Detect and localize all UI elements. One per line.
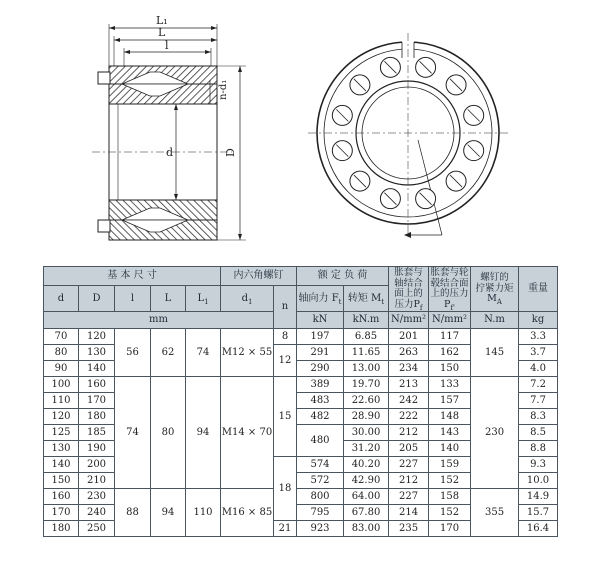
cell-n: 15 — [274, 377, 297, 457]
cell-L1: 94 — [186, 377, 221, 489]
table-row — [44, 489, 558, 505]
cell-Pf: 213 — [389, 377, 429, 393]
header-n: n — [274, 286, 297, 329]
cell-Mt: 42.90 — [344, 473, 389, 489]
cell-weight: 8.8 — [519, 441, 558, 457]
cell-d1: M12 × 55 — [221, 329, 274, 377]
unit-nmm2-a: N/mm² — [389, 312, 429, 329]
cell-Mt: 11.65 — [344, 345, 389, 361]
cell-Ft: 291 — [297, 345, 344, 361]
label-nd1: n-d₁ — [218, 79, 229, 100]
cell-Mt: 13.00 — [344, 361, 389, 377]
cell-Ft: 482 — [297, 409, 344, 425]
cell-d: 180 — [44, 521, 79, 537]
header-torque: 转矩 $M_t$ — [344, 286, 389, 312]
cell-D: 185 — [79, 425, 115, 441]
header-L1: $L_1$ — [186, 286, 221, 312]
cell-D: 240 — [79, 505, 115, 521]
cell-D: 120 — [79, 329, 115, 345]
technical-drawing — [0, 0, 600, 262]
cell-weight: 8.3 — [519, 409, 558, 425]
cell-d1: M14 × 70 — [221, 377, 274, 489]
unit-kN: kN — [297, 312, 344, 329]
cell-d: 80 — [44, 345, 79, 361]
cell-Ft: 480 — [297, 425, 344, 457]
cell-weight: 16.4 — [519, 521, 558, 537]
cell-Pf: 263 — [389, 345, 429, 361]
cell-n: 18 — [274, 457, 297, 521]
cell-Pf: 212 — [389, 425, 429, 441]
cell-Pf: 201 — [389, 329, 429, 345]
cell-L1: 110 — [186, 489, 221, 537]
header-weight: 重量 — [519, 267, 558, 312]
cell-Pf2: 150 — [429, 361, 471, 377]
cell-L: 62 — [151, 329, 186, 377]
cell-D: 170 — [79, 393, 115, 409]
cell-Pf2: 143 — [429, 425, 471, 441]
cell-Pf2: 152 — [429, 505, 471, 521]
cell-d: 130 — [44, 441, 79, 457]
cell-Ft: 923 — [297, 521, 344, 537]
unit-kNm: kN.m — [344, 312, 389, 329]
cell-Ft: 389 — [297, 377, 344, 393]
cell-Ft: 795 — [297, 505, 344, 521]
cell-MA: 355 — [471, 489, 519, 537]
cell-Pf: 205 — [389, 441, 429, 457]
cell-weight: 3.3 — [519, 329, 558, 345]
cell-Pf: 234 — [389, 361, 429, 377]
cell-Pf: 227 — [389, 489, 429, 505]
front-view — [308, 33, 508, 238]
cell-Pf: 227 — [389, 457, 429, 473]
cell-l: 74 — [115, 377, 151, 489]
table-row — [44, 377, 558, 393]
cell-Pf2: 159 — [429, 457, 471, 473]
cell-weight: 9.3 — [519, 457, 558, 473]
cell-L: 80 — [151, 377, 186, 489]
unit-nm: N.m — [471, 312, 519, 329]
cell-Mt: 40.20 — [344, 457, 389, 473]
cell-Pf2: 133 — [429, 377, 471, 393]
cell-d: 125 — [44, 425, 79, 441]
cell-d: 170 — [44, 505, 79, 521]
cell-d: 70 — [44, 329, 79, 345]
cell-Pf2: 157 — [429, 393, 471, 409]
cell-Ft: 483 — [297, 393, 344, 409]
cell-Mt: 64.00 — [344, 489, 389, 505]
cell-D: 230 — [79, 489, 115, 505]
cell-n: 8 — [274, 329, 297, 345]
cell-d: 90 — [44, 361, 79, 377]
label-L1: L₁ — [156, 14, 168, 27]
cell-L1: 74 — [186, 329, 221, 377]
header-D: D — [79, 286, 115, 312]
cell-Pf2: 148 — [429, 409, 471, 425]
table-row — [44, 329, 558, 345]
header-axial-force: 轴向力 $F_t$ — [297, 286, 344, 312]
unit-nmm2-b: N/mm² — [429, 312, 471, 329]
unit-kg: kg — [519, 312, 558, 329]
cell-Mt: 83.00 — [344, 521, 389, 537]
cell-D: 180 — [79, 409, 115, 425]
cell-Pf2: 117 — [429, 329, 471, 345]
header-hex-bolt: 内六角螺钉 — [221, 267, 297, 286]
cell-D: 200 — [79, 457, 115, 473]
label-L: L — [158, 26, 166, 39]
cell-l: 88 — [115, 489, 151, 537]
cell-Pf2: 140 — [429, 441, 471, 457]
cell-weight: 7.2 — [519, 377, 558, 393]
cell-d: 140 — [44, 457, 79, 473]
cell-d: 110 — [44, 393, 79, 409]
cell-Pf: 222 — [389, 409, 429, 425]
cell-Pf2: 170 — [429, 521, 471, 537]
cell-Ft: 574 — [297, 457, 344, 473]
cell-Mt: 30.00 — [344, 425, 389, 441]
cell-n: 21 — [274, 521, 297, 537]
cell-Mt: 31.20 — [344, 441, 389, 457]
cell-Pf: 212 — [389, 473, 429, 489]
cell-weight: 7.7 — [519, 393, 558, 409]
cell-D: 250 — [79, 521, 115, 537]
cell-Ft: 197 — [297, 329, 344, 345]
cell-weight: 8.5 — [519, 425, 558, 441]
cell-d1: M16 × 85 — [221, 489, 274, 537]
cell-D: 130 — [79, 345, 115, 361]
cell-MA: 145 — [471, 329, 519, 377]
cell-d: 160 — [44, 489, 79, 505]
cell-n: 12 — [274, 345, 297, 377]
cell-D: 160 — [79, 377, 115, 393]
cell-Pf2: 158 — [429, 489, 471, 505]
cell-d: 150 — [44, 473, 79, 489]
cell-Ft: 800 — [297, 489, 344, 505]
cell-Mt: 67.80 — [344, 505, 389, 521]
cell-l: 56 — [115, 329, 151, 377]
cell-Ft: 290 — [297, 361, 344, 377]
header-d: d — [44, 286, 79, 312]
cell-Mt: 6.85 — [344, 329, 389, 345]
cell-Pf2: 162 — [429, 345, 471, 361]
cell-weight: 10.0 — [519, 473, 558, 489]
header-rated-load: 额 定 负 荷 — [297, 267, 389, 286]
label-l: l — [165, 39, 169, 52]
cell-Pf: 242 — [389, 393, 429, 409]
header-L: L — [151, 286, 186, 312]
label-d: d — [166, 146, 174, 159]
cell-weight: 15.7 — [519, 505, 558, 521]
cell-D: 210 — [79, 473, 115, 489]
header-l: l — [115, 286, 151, 312]
cell-Mt: 22.60 — [344, 393, 389, 409]
header-p-hub: 胀套与轮 毂结合面 上的压力 $P_{f'}$ — [430, 267, 469, 312]
header-p-shaft: 胀套与 轴结合 面上的 压力$P_f$ — [389, 267, 429, 312]
header-basic-size: 基 本 尺 寸 — [44, 267, 221, 286]
header-tightening-torque: 螺钉的 拧紧力矩 $M_A$ — [471, 267, 519, 312]
cell-D: 140 — [79, 361, 115, 377]
label-D: D — [224, 148, 237, 157]
cell-Ft: 572 — [297, 473, 344, 489]
cell-Mt: 19.70 — [344, 377, 389, 393]
section-view — [92, 14, 246, 240]
unit-mm: mm — [44, 312, 274, 329]
spec-table — [43, 266, 558, 537]
cell-Pf: 235 — [389, 521, 429, 537]
cell-D: 190 — [79, 441, 115, 457]
cell-MA: 230 — [471, 377, 519, 489]
cell-weight: 4.0 — [519, 361, 558, 377]
cell-d: 100 — [44, 377, 79, 393]
cell-d: 120 — [44, 409, 79, 425]
cell-Pf: 214 — [389, 505, 429, 521]
header-d1: $d_1$ — [221, 286, 274, 312]
cell-weight: 14.9 — [519, 489, 558, 505]
spec-table-container — [43, 266, 557, 537]
cell-Pf2: 152 — [429, 473, 471, 489]
cell-L: 94 — [151, 489, 186, 537]
cell-weight: 3.7 — [519, 345, 558, 361]
cell-Mt: 28.90 — [344, 409, 389, 425]
